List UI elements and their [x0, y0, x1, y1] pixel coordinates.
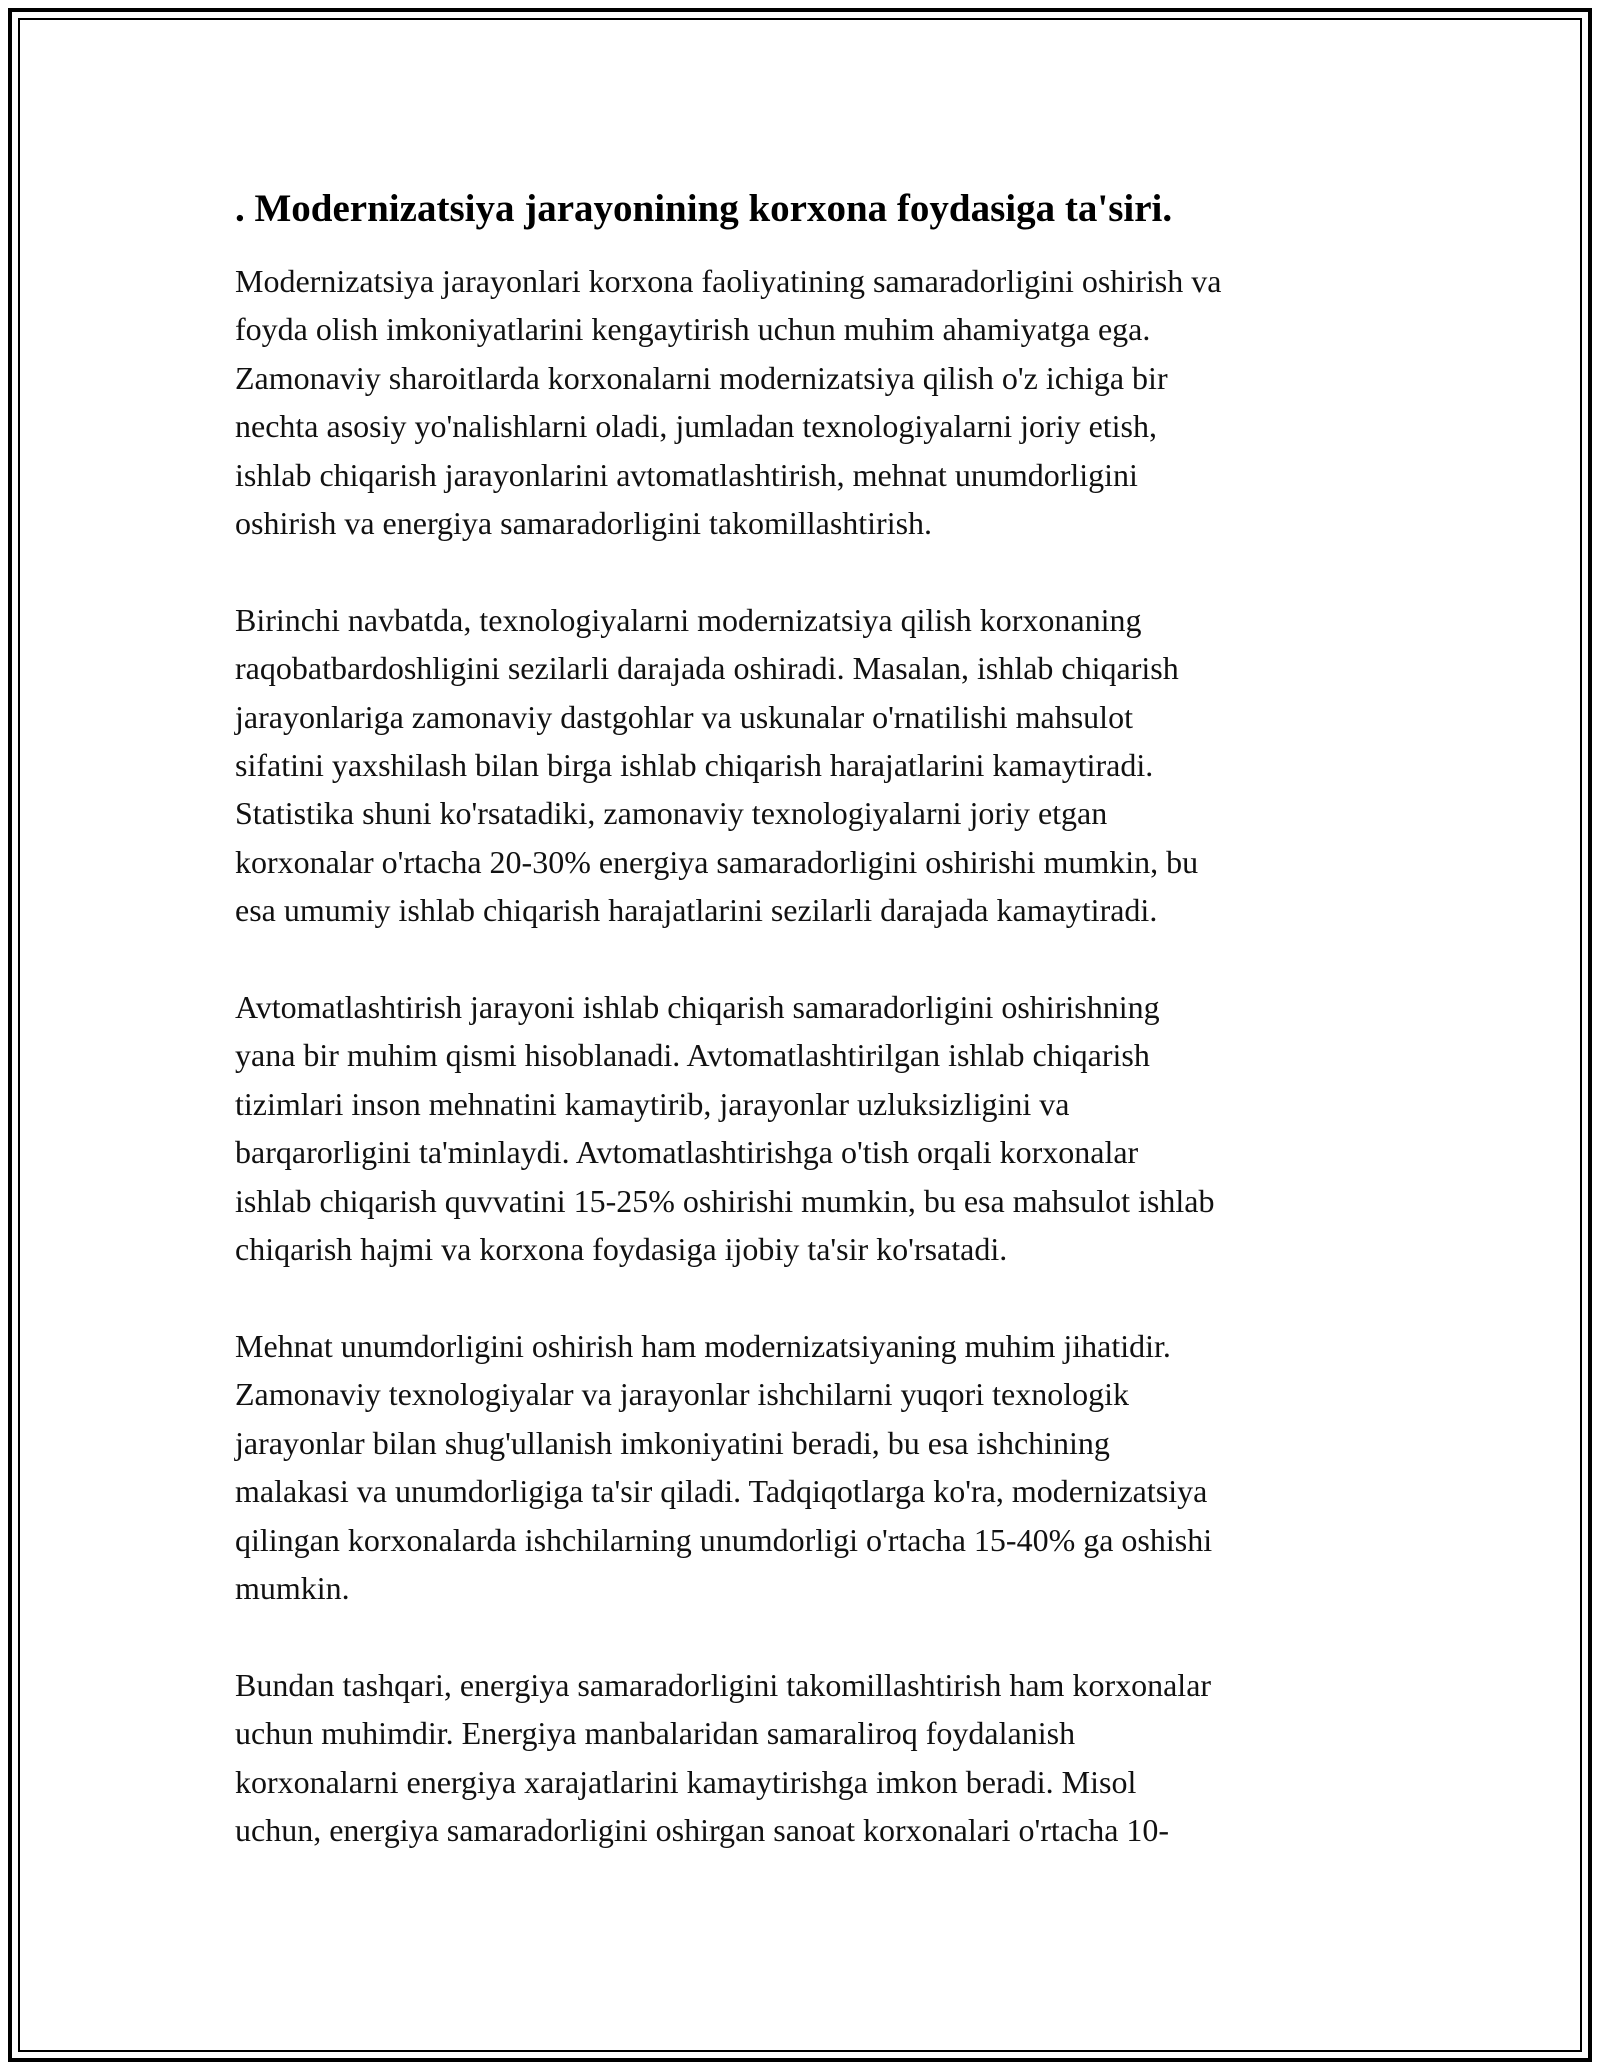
- text-line: esa umumiy ishlab chiqarish harajatlarini sezilarli darajada kamaytiradi.: [235, 892, 1158, 929]
- text-line: ishlab chiqarish jarayonlarini avtomatlashtirish, mehnat unumdorligini: [235, 456, 1138, 493]
- text-line: sifatini yaxshilash bilan birga ishlab chiqarish harajatlarini kamaytiradi.: [235, 747, 1154, 784]
- text-line: korxonalarni energiya xarajatlarini kamaytirishga imkon beradi. Misol: [235, 1763, 1137, 1800]
- text-line: Statistika shuni ko'rsatadiki, zamonaviy texnologiyalarni joriy etgan: [235, 795, 1108, 832]
- text-line: chiqarish hajmi va korxona foydasiga ijobiy ta'sir ko'rsatadi.: [235, 1231, 1008, 1268]
- text-line: barqarorligini ta'minlaydi. Avtomatlashtirishga o'tish orqali korxonalar: [235, 1134, 1139, 1171]
- text-line: tizimlari inson mehnatini kamaytirib, jarayonlar uzluksizligini va: [235, 1085, 1070, 1122]
- text-line: oshirish va energiya samaradorligini takomillashtirish.: [235, 505, 933, 542]
- text-line: malakasi va unumdorligiga ta'sir qiladi. Tadqiqotlarga ko'ra, modernizatsiya: [235, 1473, 1208, 1510]
- document-title: . Modernizatsiya jarayonining korxona foydasiga ta'siri.: [235, 187, 1173, 230]
- text-line: qilingan korxonalarda ishchilarning unumdorligi o'rtacha 15-40% ga oshishi: [235, 1521, 1213, 1558]
- paragraph-3: [235, 983, 1385, 1273]
- paragraph-1: [235, 257, 1385, 547]
- paragraph-5: [235, 1661, 1385, 1855]
- text-line: ishlab chiqarish quvvatini 15-25% oshirishi mumkin, bu esa mahsulot ishlab: [235, 1182, 1215, 1219]
- text-line: Zamonaviy sharoitlarda korxonalarni modernizatsiya qilish o'z ichiga bir: [235, 359, 1168, 396]
- paragraph-4: [235, 1322, 1385, 1612]
- text-line: uchun muhimdir. Energiya manbalaridan samaraliroq foydalanish: [235, 1715, 1076, 1752]
- text-line: Birinchi navbatda, texnologiyalarni modernizatsiya qilish korxonaning: [235, 601, 1142, 638]
- paragraph-2: [235, 596, 1385, 935]
- text-line: korxonalar o'rtacha 20-30% energiya samaradorligini oshirishi mumkin, bu: [235, 843, 1199, 880]
- text-line: Avtomatlashtirish jarayoni ishlab chiqarish samaradorligini oshirishning: [235, 989, 1160, 1026]
- text-line: mumkin.: [235, 1569, 350, 1606]
- text-line: uchun, energiya samaradorligini oshirgan sanoat korxonalari o'rtacha 10-: [235, 1811, 1170, 1848]
- document-page: [235, 185, 1385, 1903]
- text-line: yana bir muhim qismi hisoblanadi. Avtomatlashtirilgan ishlab chiqarish: [235, 1037, 1150, 1074]
- text-line: Zamonaviy texnologiyalar va jarayonlar ishchilarni yuqori texnologik: [235, 1376, 1129, 1413]
- text-line: jarayonlar bilan shug'ullanish imkoniyatini beradi, bu esa ishchining: [235, 1424, 1110, 1461]
- text-line: nechta asosiy yo'nalishlarni oladi, jumladan texnologiyalarni joriy etish,: [235, 408, 1157, 445]
- text-line: Modernizatsiya jarayonlari korxona faoliyatining samaradorligini oshirish va: [235, 263, 1222, 299]
- text-line: foyda olish imkoniyatlarini kengaytirish uchun muhim ahamiyatga ega.: [235, 311, 1151, 348]
- text-line: Bundan tashqari, energiya samaradorligini takomillashtirish ham korxonalar: [235, 1666, 1212, 1703]
- text-line: jarayonlariga zamonaviy dastgohlar va uskunalar o'rnatilishi mahsulot: [235, 698, 1133, 735]
- text-line: Mehnat unumdorligini oshirish ham modernizatsiyaning muhim jihatidir.: [235, 1327, 1171, 1364]
- text-line: raqobatbardoshligini sezilarli darajada oshiradi. Masalan, ishlab chiqarish: [235, 650, 1179, 687]
